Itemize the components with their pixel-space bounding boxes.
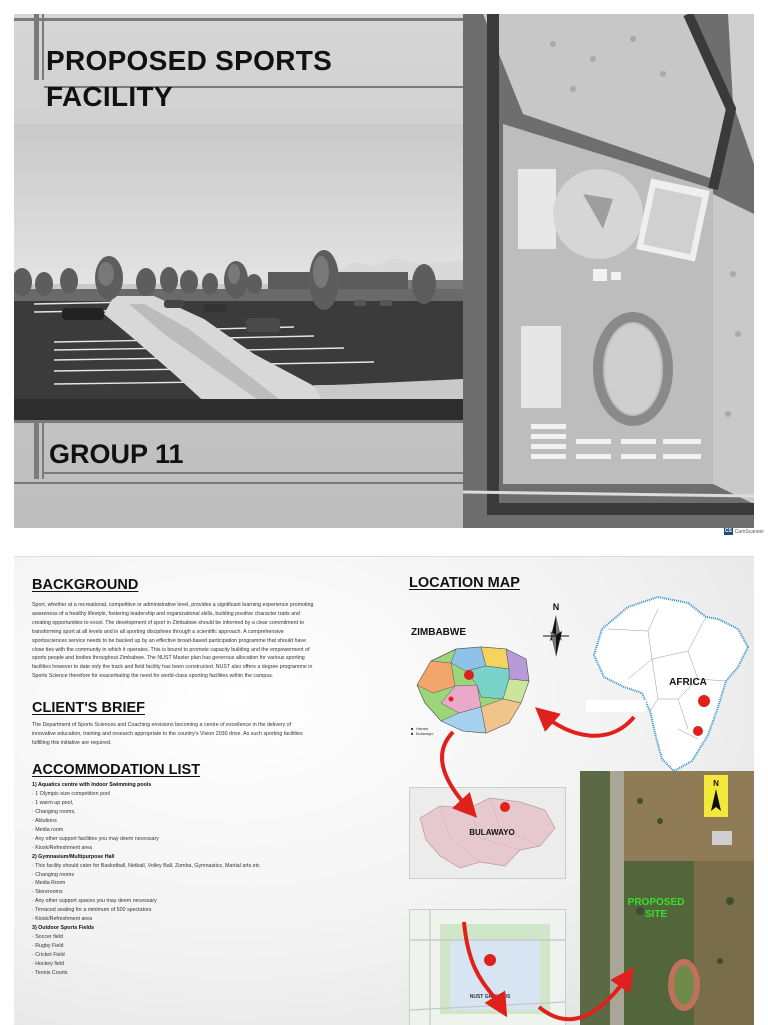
parking-render-image [14, 124, 463, 420]
north-arrow-graphic [539, 601, 573, 661]
arrow-nust-to-site [539, 977, 627, 1019]
accommodation-item: · Kiosk/Refreshment area [32, 844, 93, 851]
accommodation-item: · 1 warm-up pool, [32, 799, 74, 806]
frame-bottom-vertical-thin [42, 423, 44, 479]
accommodation-heading: ACCOMMODATION LIST [32, 762, 201, 778]
site-plan-image [463, 14, 754, 528]
camscanner-text: CamScanner [734, 528, 764, 535]
site-plan-graphic [463, 14, 754, 528]
accommodation-list [32, 781, 392, 978]
legend-bulawayo: ■ Bulawayo [411, 731, 434, 736]
background-line: creating opportunities to excel. The development of sport in Zimbabwe should be informed by a clear commitment to [32, 619, 304, 626]
accommodation-item: · Any other support spaces you may deem necessary [32, 898, 157, 905]
africa-label: AFRICA [669, 677, 707, 688]
frame-vertical-bar [34, 14, 39, 80]
frame-vertical-bar-thin [42, 14, 44, 80]
accommodation-item: · Soccer field [32, 934, 63, 941]
title-line-2: FACILITY [46, 81, 173, 112]
background-line: Sport, whether at a recreational, competitive or administrative level, provides a significant learning experience promoting [32, 602, 314, 608]
camscanner-badge: CS [724, 528, 732, 534]
legend-harare: ■ Harare [411, 726, 429, 731]
background-line: sports people and bodies throughout Zimbabwe. The NUST Master plan has generous allocation for various sporting [32, 655, 305, 662]
background-line: facilities however to date only the track and field facility has been constructed. NUST also offers a degree programme in [32, 664, 313, 671]
arrow-africa-to-zimbabwe [544, 715, 634, 736]
background-line: transforming sport at all levels and in all sporting disciplines through a scientific approach. A comprehensive [32, 628, 284, 635]
accommodation-category: 3) Outdoor Sports Fields [32, 925, 95, 932]
accommodation-item: · Changing rooms [32, 871, 75, 878]
accommodation-item: · Kiosk/Refreshment area [32, 916, 93, 923]
proposed-site-label-1: PROPOSED [627, 897, 685, 908]
title-slide [14, 14, 754, 528]
background-line: Sports Science therefore for exacerbating the need for world-class sporting facilities within the campus. [32, 673, 274, 680]
north-arrow-letter: N [552, 602, 560, 612]
background-paragraph [32, 601, 392, 681]
brief-heading: CLIENT'S BRIEF [32, 700, 146, 716]
accommodation-item: · 1 Olympic-size competition pool [32, 790, 111, 797]
satellite-north-letter: N [713, 779, 719, 788]
nust-grounds-label: NUST GROUNDS [469, 994, 511, 1000]
frame-group-underline [44, 472, 463, 474]
zimbabwe-label: ZIMBABWE [411, 627, 466, 638]
arrow-bulawayo-to-nust [464, 922, 501, 1007]
location-map-heading: LOCATION MAP [409, 575, 520, 591]
background-line: awareness of a healthy lifestyle, fostering leadership and organizational skills, building positive character traits and [32, 610, 300, 617]
accommodation-item: · Hockey field [32, 961, 65, 968]
camscanner-watermark [724, 528, 764, 535]
legend-bulawayo-text: Bulawayo [416, 731, 434, 736]
brief-paragraph [32, 721, 392, 748]
info-slide [14, 556, 754, 1025]
accommodation-category: 1) Aquatics centre with Indoor Swimming pools [32, 782, 152, 788]
background-heading: BACKGROUND [32, 577, 139, 593]
arrow-zimbabwe-to-bulawayo [442, 732, 469, 809]
accommodation-item: · Media room [32, 826, 64, 833]
accommodation-item: · Ablutions [32, 817, 57, 824]
background-line: sportssciences service needs to be backed up by an effective broad-based participation programme that should have [32, 637, 307, 644]
frame-top-line [14, 18, 463, 21]
frame-bottom-vertical-bar [34, 423, 39, 479]
north-arrow-icon [539, 601, 573, 661]
accommodation-item: · Rugby Field [32, 943, 64, 950]
accommodation-item: · Storerooms [32, 889, 63, 896]
accommodation-item: · Cricket Field [32, 952, 65, 959]
frame-bottom-top-line [14, 420, 463, 423]
group-label: GROUP 11 [49, 439, 184, 469]
proposed-site-label-2: SITE [644, 909, 668, 920]
title-panel [14, 14, 463, 528]
accommodation-item: · Tennis Courts [32, 970, 68, 977]
accommodation-item: · Media Room [32, 880, 66, 887]
accommodation-item: · Terraced seating for a minimum of 500 spectators [32, 907, 152, 914]
accommodation-item: · Any other support facilities you may deem necessary [32, 835, 159, 842]
parking-render-graphic [14, 124, 463, 420]
title-line-1: PROPOSED SPORTS [46, 45, 333, 76]
accommodation-item: · Changing rooms, [32, 808, 76, 815]
accommodation-category: 2) Gymnasium/Multipurpose Hall [32, 853, 115, 860]
bulawayo-label: BULAWAYO [469, 828, 515, 837]
frame-bottom-line [14, 482, 463, 484]
connector-arrows [409, 657, 754, 1025]
accommodation-item: · This facility should cater for Basketball, Netball, Volley Ball, Zumba, Gymnastics, Martial arts etc [32, 862, 260, 869]
legend-harare-text: Harare [416, 726, 429, 731]
brief-line: fulfilling this initiative are required. [32, 739, 112, 746]
brief-line: innovative education, training and research appropriate to the country's Vision 2030 drive. As such sporting facilities [32, 730, 303, 737]
brief-line: The Department of Sports Sciences and Coaching envisions becoming a centre of excellence in the delivery of [32, 722, 292, 728]
background-line: close ties with the community in which it operates. This is bound to promote capacity building and the empowerment of [32, 646, 310, 653]
